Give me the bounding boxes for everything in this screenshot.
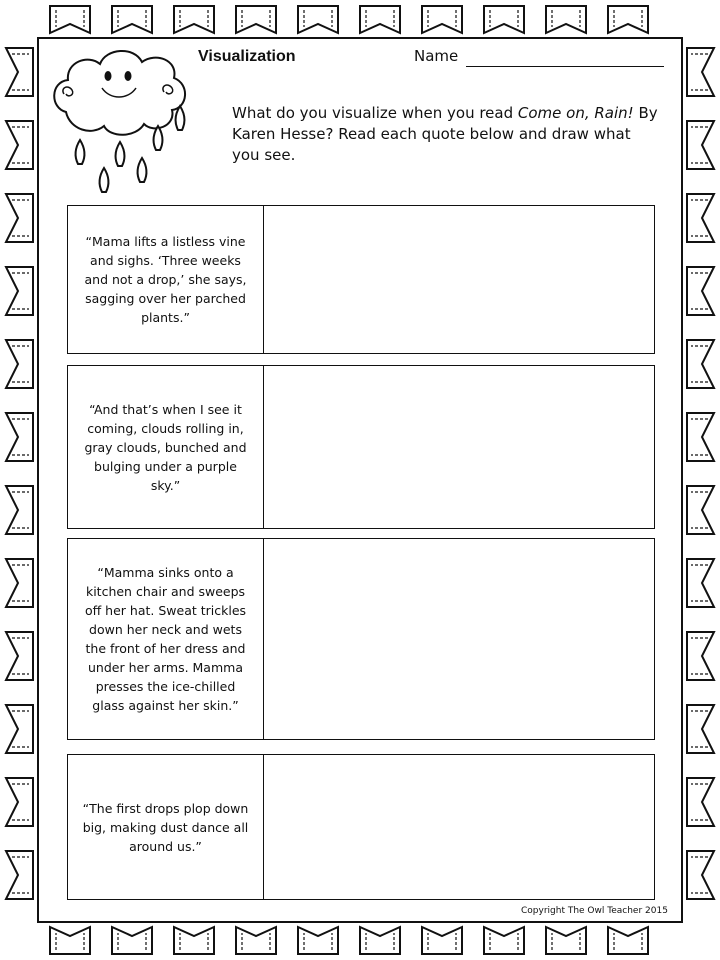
instructions-part1: What do you visualize when you read — [232, 104, 518, 122]
pennant-right — [687, 340, 714, 388]
right-eye — [125, 71, 132, 81]
left-eye — [105, 71, 112, 81]
pennant-right — [687, 413, 714, 461]
pennant-right — [687, 705, 714, 753]
cloud-body — [54, 51, 185, 135]
quote-text: “The first drops plop down big, making dust dance all around us.” — [68, 755, 264, 899]
pennant-left — [6, 851, 33, 899]
pennant-left — [6, 194, 33, 242]
drawing-area[interactable] — [264, 206, 654, 353]
pennant-left — [6, 340, 33, 388]
pennant-right — [687, 632, 714, 680]
cloud-illustration — [44, 42, 194, 202]
pennant-right — [687, 851, 714, 899]
quote-box-2 — [67, 365, 655, 529]
pennant-left — [6, 48, 33, 96]
pennant-right — [687, 194, 714, 242]
instructions-part2: By Karen Hesse? Read each quote below and draw what you see. — [232, 104, 658, 164]
instructions — [232, 103, 662, 166]
drawing-area[interactable] — [264, 366, 654, 528]
pennant-left — [6, 267, 33, 315]
pennant-right — [687, 48, 714, 96]
copyright-text: Copyright The Owl Teacher 2015 — [521, 906, 668, 916]
raindrop-1 — [116, 142, 125, 166]
pennant-right — [687, 486, 714, 534]
pennant-left — [6, 778, 33, 826]
raindrop-6 — [138, 158, 147, 182]
pennant-right — [687, 267, 714, 315]
pennant-right — [687, 778, 714, 826]
raindrop-5 — [100, 168, 109, 192]
pennant-left — [6, 559, 33, 607]
name-label: Name — [414, 47, 459, 65]
pennant-left — [6, 121, 33, 169]
drawing-area[interactable] — [264, 539, 654, 739]
quote-box-4 — [67, 754, 655, 900]
quote-box-1 — [67, 205, 655, 354]
quote-box-3 — [67, 538, 655, 740]
drawing-area[interactable] — [264, 755, 654, 899]
pennant-left — [6, 486, 33, 534]
quote-text: “Mama lifts a listless vine and sighs. ‘Three weeks and not a drop,’ she says, sagging over her parched plants.” — [68, 206, 264, 353]
raindrop-4 — [76, 140, 85, 164]
name-field-line[interactable] — [466, 66, 664, 67]
pennant-right — [687, 121, 714, 169]
pennant-left — [6, 632, 33, 680]
pennant-left — [6, 705, 33, 753]
quote-text: “And that’s when I see it coming, clouds rolling in, gray clouds, bunched and bulging under a purple sky.” — [68, 366, 264, 528]
raindrop-2 — [154, 126, 163, 150]
quote-text: “Mamma sinks onto a kitchen chair and sweeps off her hat. Sweat trickles down her neck and wets the front of her dress and under her arms. Mamma presses the ice-chilled glass against her skin.” — [68, 539, 264, 739]
worksheet-title: Visualization — [198, 48, 296, 65]
book-title: Come on, Rain! — [517, 104, 634, 122]
pennant-left — [6, 413, 33, 461]
pennant-right — [687, 559, 714, 607]
